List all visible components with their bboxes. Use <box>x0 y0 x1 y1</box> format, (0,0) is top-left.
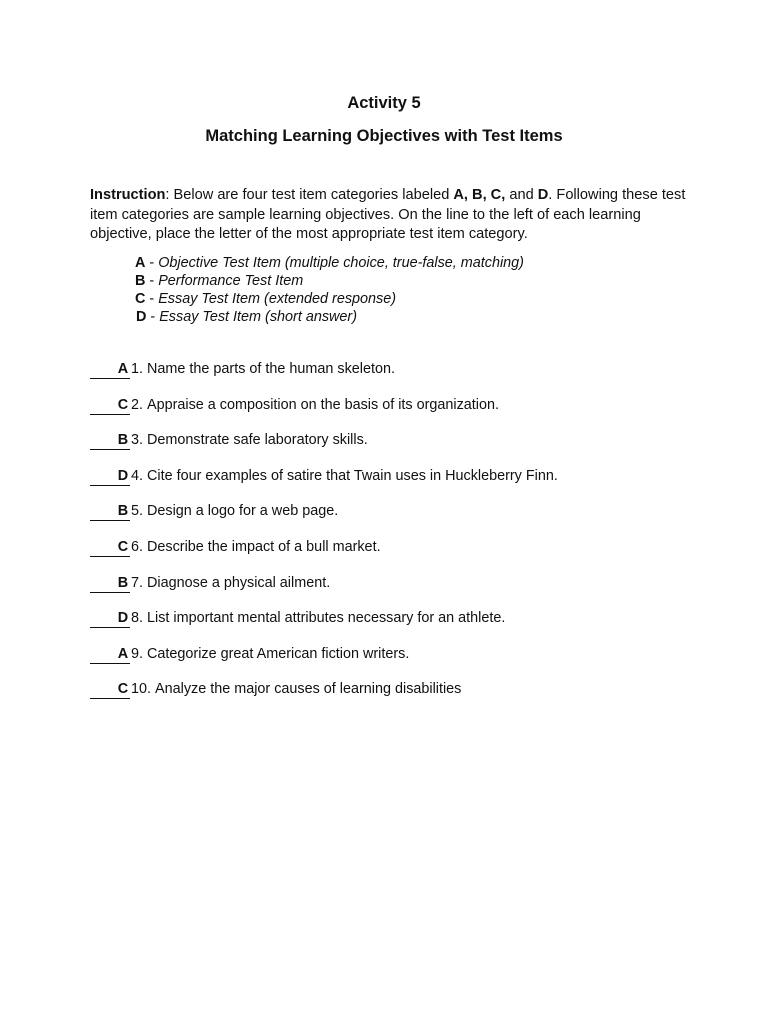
answer-blank[interactable] <box>90 575 130 593</box>
item-number: 5. <box>131 503 144 520</box>
page-subtitle: Matching Learning Objectives with Test Items <box>205 127 563 145</box>
list-item <box>90 539 558 575</box>
category-description: Performance Test Item <box>158 273 304 289</box>
item-text: Design a logo for a web page. <box>147 503 339 520</box>
item-number: 8. <box>131 610 144 627</box>
list-item <box>90 432 558 468</box>
answer-blank[interactable] <box>90 397 130 415</box>
answer-blank[interactable] <box>90 432 130 450</box>
answer-blank[interactable] <box>90 503 130 521</box>
item-number: 10. <box>131 681 152 698</box>
answer-letter: D <box>117 610 129 627</box>
item-text: Demonstrate safe laboratory skills. <box>147 432 368 449</box>
instruction-letters: A, B, C, <box>453 187 506 203</box>
list-item <box>90 361 558 397</box>
answer-blank[interactable] <box>90 610 130 628</box>
page-title: Activity 5 <box>347 94 421 112</box>
answer-blank[interactable] <box>90 468 130 486</box>
instruction-paragraph <box>90 186 690 245</box>
item-number: 7. <box>131 574 144 591</box>
item-number: 3. <box>131 432 144 449</box>
category-letter: A <box>135 255 146 271</box>
item-number: 4. <box>131 467 144 484</box>
category-separator: - <box>145 273 159 289</box>
category-letter: D <box>136 309 147 325</box>
item-number: 9. <box>131 645 144 662</box>
item-text: List important mental attributes necessary for an athlete. <box>147 610 506 627</box>
answer-blank[interactable] <box>90 361 130 379</box>
item-number: 2. <box>131 396 144 413</box>
category-description: Objective Test Item (multiple choice, true-false, matching) <box>158 255 524 271</box>
list-item <box>90 575 558 611</box>
category-description: Essay Test Item (short answer) <box>159 309 358 325</box>
objective-list <box>90 361 558 717</box>
instruction-and: and <box>505 187 538 203</box>
instruction-label: Instruction <box>90 187 166 203</box>
item-text: Appraise a composition on the basis of its organization. <box>147 396 499 413</box>
category-separator: - <box>146 309 160 325</box>
list-item <box>90 397 558 433</box>
list-item <box>90 503 558 539</box>
category-description: Essay Test Item (extended response) <box>158 291 397 307</box>
list-item <box>90 646 558 682</box>
answer-letter: B <box>117 574 129 591</box>
category-list <box>135 254 524 326</box>
list-item <box>90 468 558 504</box>
item-text: Diagnose a physical ailment. <box>147 574 331 591</box>
answer-letter: B <box>117 432 129 449</box>
answer-blank[interactable] <box>90 646 130 664</box>
category-item <box>135 254 524 272</box>
category-item <box>135 290 524 308</box>
answer-letter: B <box>117 503 129 520</box>
answer-blank[interactable] <box>90 681 130 699</box>
item-text: Describe the impact of a bull market. <box>147 538 381 555</box>
instruction-text-after: . Following these test item categories are sample learning objectives. On the line to the left of each learning objective, place the letter of the most appropriate test item category. <box>90 187 686 242</box>
list-item <box>90 610 558 646</box>
answer-letter: A <box>117 361 129 377</box>
answer-blank[interactable] <box>90 539 130 557</box>
list-item <box>90 681 558 717</box>
category-separator: - <box>145 255 159 271</box>
item-text: Name the parts of the human skeleton. <box>147 361 395 377</box>
item-text: Categorize great American fiction writers. <box>147 645 410 662</box>
category-separator: - <box>145 291 159 307</box>
category-item <box>135 272 524 290</box>
item-text: Cite four examples of satire that Twain uses in Huckleberry Finn. <box>147 467 558 484</box>
instruction-last-letter: D <box>537 187 549 203</box>
item-number: 1. <box>131 361 144 377</box>
instruction-text-before: : Below are four test item categories labeled <box>165 187 454 203</box>
category-letter: C <box>135 291 146 307</box>
answer-letter: C <box>117 396 129 413</box>
item-number: 6. <box>131 538 144 555</box>
answer-letter: A <box>117 645 129 662</box>
answer-letter: D <box>117 467 129 484</box>
category-letter: B <box>135 273 146 289</box>
answer-letter: C <box>117 681 129 698</box>
answer-letter: C <box>117 538 129 555</box>
item-text: Analyze the major causes of learning disabilities <box>155 681 462 698</box>
category-item <box>135 308 524 326</box>
